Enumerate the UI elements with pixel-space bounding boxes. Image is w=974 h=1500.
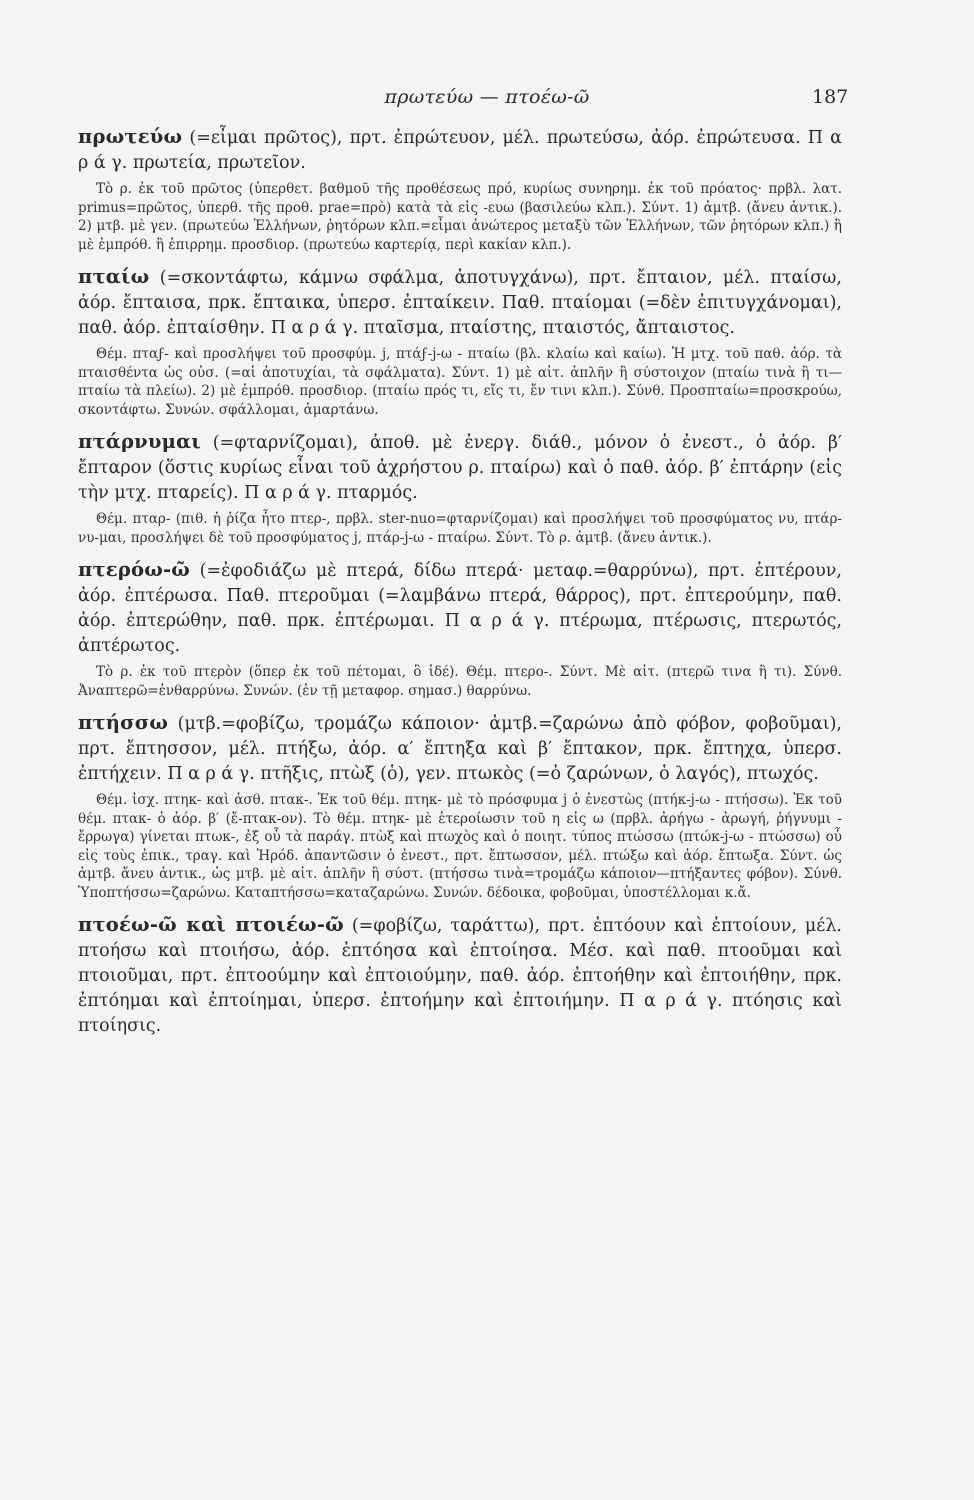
entry-lemma: πταίω [78,265,150,288]
dictionary-entry [78,264,842,419]
entries-column [78,124,842,1049]
dictionary-entry [78,557,842,700]
entry-definition: (=σκοντάφτω, κάμνω σφάλμα, ἀποτυγχάνω), πρτ. ἔπταιον, μέλ. πταίσω, ἀόρ. ἔπταισα, πρκ. ἔπταικα, ὑπερσ. ἐπταίκειν. Παθ. πταίομαι (=δὲν ἐπιτυγχάνομαι), παθ. ἀόρ. ἐπταίσθην. Π α ρ ά γ. πταῖσμα, πταίστης, πταιστός, ἄπταιστος. [78,268,842,338]
entry-lemma: πτήσσω [78,711,169,734]
entry-etymology-note: Τὸ ρ. ἐκ τοῦ πτερὸν (ὅπερ ἐκ τοῦ πέτομαι, ὃ ἰδέ). Θέμ. πτερο-. Σύντ. Μὲ αἰτ. (πτερῶ τινα ἢ τι). Σύνθ. Ἀναπτερῶ=ἐνθαρρύνω. Συνών. (ἐν τῇ μεταφορ. σημασ.) θαρρύνω. [78,664,842,699]
entry-lemma: πτάρνυμαι [78,430,201,453]
page-number: 187 [812,86,849,108]
entry-lemma: πρωτεύω [78,125,183,148]
entry-definition: (=εἶμαι πρῶτος), πρτ. ἐπρώτευον, μέλ. πρωτεύσω, ἀόρ. ἐπρώτευσα. Π α ρ ά γ. πρωτεία, πρωτεῖον. [78,128,842,173]
entry-etymology-note: Τὸ ρ. ἐκ τοῦ πρῶτος (ὑπερθετ. βαθμοῦ τῆς προθέσεως πρό, κυρίως συνηρημ. ἐκ τοῦ πρόατος· πρβλ. λατ. primus=πρῶτος, ὑπερθ. τῆς προθ. prae=πρὸ) κατὰ τὰ εἰς -ευω (βασιλεύω κλπ.). Σύντ. 1) ἀμτβ. (ἄνευ ἀντικ.). 2) μτβ. μὲ γεν. (πρωτεύω Ἑλλήνων, ῥητόρων κλπ.=εἶμαι ἀνώτερος μεταξὺ τῶν Ἑλλήνων, τῶν ῥητόρων κλπ.) ἢ μὲ ἐμπρόθ. ἢ ἐπιρρημ. προσδιορ. (πρωτεύω καρτερίᾳ, περὶ κακίαν κλπ.). [78,181,842,253]
entry-definition: (=φοβίζω, ταράττω), πρτ. ἐπτόουν καὶ ἐπτοίουν, μέλ. πτοήσω καὶ πτοιήσω, ἀόρ. ἐπτόησα καὶ ἐπτοίησα. Μέσ. καὶ παθ. πτοοῦμαι καὶ πτοιοῦμαι, πρτ. ἐπτοούμην καὶ ἐπτοιούμην, παθ. ἀόρ. ἐπτοήθην καὶ ἐπτοιήθην, πρκ. ἐπτόημαι καὶ ἐπτοίημαι, ὑπερσ. ἐπτοήμην καὶ ἐπτοιήμην. Π α ρ ά γ. πτόησις καὶ πτοίησις. [78,916,842,1036]
dictionary-entry [78,429,842,547]
running-head: πρωτεύω — πτοέω-ῶ [384,86,590,108]
entry-lemma: πτερόω-ῶ [78,558,191,581]
entry-etymology-note: Θέμ. ἰσχ. πτηκ- καὶ ἀσθ. πτακ-. Ἐκ τοῦ θέμ. πτηκ- μὲ τὸ πρόσφυμα j ὁ ἐνεστὼς (πτήκ-j-ω - πτήσσω). Ἐκ τοῦ θέμ. πτακ- ὁ ἀόρ. β′ (ἔ-πτακ-ον). Τὸ θέμ. πτηκ- μὲ ἑτεροίωσιν τοῦ η εἰς ω (πρβλ. ἀρήγω - ἀρωγή, ῥήγνυμι - ἔρρωγα) γίνεται πτωκ-, ἐξ οὗ τὰ παράγ. πτὼξ καὶ πτωχὸς καὶ ὁ ποιητ. τύπος πτώσσω (πτώκ-j-ω - πτώσσω) οὗ εἰς τοὺς ἐπικ., τραγ. καὶ Ἡρόδ. ἀπαντῶσιν ὁ ἐνεστ., πρτ. ἔπτωσσον, μέλ. πτώξω καὶ ἀόρ. ἔπτωξα. Σύντ. ὡς ἀμτβ. ἄνευ ἀντικ., ὡς μτβ. μὲ αἰτ. ἁπλῆν ἢ σύστ. (πτήσσω τινὰ=τρομάζω κάποιον—πτήξαντες φόβον). Σύνθ. Ὑποπτήσσω=ζαρώνω. Καταπτήσσω=καταζαρώνω. Συνών. δέδοικα, φοβοῦμαι, ὑποστέλλομαι κ.ἄ. [78,792,842,901]
entry-lemma: πτοέω-ῶ καὶ πτοιέω-ῶ [78,913,344,936]
dictionary-entry [78,912,842,1039]
entry-definition: (μτβ.=φοβίζω, τρομάζω κάποιον· ἀμτβ.=ζαρώνω ἀπὸ φόβον, φοβοῦμαι), πρτ. ἔπτησσον, μέλ. πτήξω, ἀόρ. α′ ἔπτηξα καὶ β′ ἔπτακον, πρκ. ἔπτηχα, ὑπερσ. ἐπτήχειν. Π α ρ ά γ. πτῆξις, πτὼξ (ὁ), γεν. πτωκὸς (=ὁ ζαρώνων, ὁ λαγός), πτωχός. [78,714,842,784]
entry-etymology-note: Θέμ. πταρ- (πιθ. ἡ ῥίζα ἦτο πτερ-, πρβλ. ster-nuo=φταρνίζομαι) καὶ προσλήψει τοῦ προσφύματος νυ, πτάρ-νυ-μαι, προσλήψει δὲ τοῦ προσφύματος j, πτάρ-j-ω - πταίρω. Σύντ. Τὸ ρ. ἀμτβ. (ἄνευ ἀντικ.). [78,511,842,546]
entry-definition: (=ἐφοδιάζω μὲ πτερά, δίδω πτερά· μεταφ.=θαρρύνω), πρτ. ἐπτέρουν, ἀόρ. ἐπτέρωσα. Παθ. πτεροῦμαι (=λαμβάνω πτερά, θάρρος), πρτ. ἐπτερούμην, παθ. ἀόρ. ἐπτερώθην, παθ. πρκ. ἐπτέρωμαι. Π α ρ ά γ. πτέρωμα, πτέρωσις, πτερωτός, ἀπτέρωτος. [78,561,842,656]
dictionary-entry [78,710,842,902]
entry-definition: (=φταρνίζομαι), ἀποθ. μὲ ἐνεργ. διάθ., μόνον ὁ ἐνεστ., ὁ ἀόρ. β′ ἔπταρον (ὅστις κυρίως εἶναι τοῦ ἀχρήστου ρ. πταίρω) καὶ ὁ παθ. ἀόρ. β′ ἐπτάρην (εἰς τὴν μτχ. πταρείς). Π α ρ ά γ. πταρμός. [78,433,842,503]
dictionary-entry [78,124,842,254]
entry-etymology-note: Θέμ. πταϝ- καὶ προσλήψει τοῦ προσφύμ. j, πτάϝ-j-ω - πταίω (βλ. κλαίω καὶ καίω). Ἡ μτχ. τοῦ παθ. ἀόρ. τὰ πταισθέντα ὡς οὐσ. (=αἱ ἀποτυχίαι, τὰ σφάλματα). Σύντ. 1) μὲ αἰτ. ἁπλῆν ἢ σύστοιχον (πταίω τινὰ ἢ τι—πταίω τὰ πλείω). 2) μὲ ἐμπρόθ. προσδιορ. (πταίω πρός τι, εἴς τι, ἔν τινι κλπ.). Σύνθ. Προσπταίω=προσκρούω, σκοντάφτω. Συνών. σφάλλομαι, ἁμαρτάνω. [78,346,842,418]
